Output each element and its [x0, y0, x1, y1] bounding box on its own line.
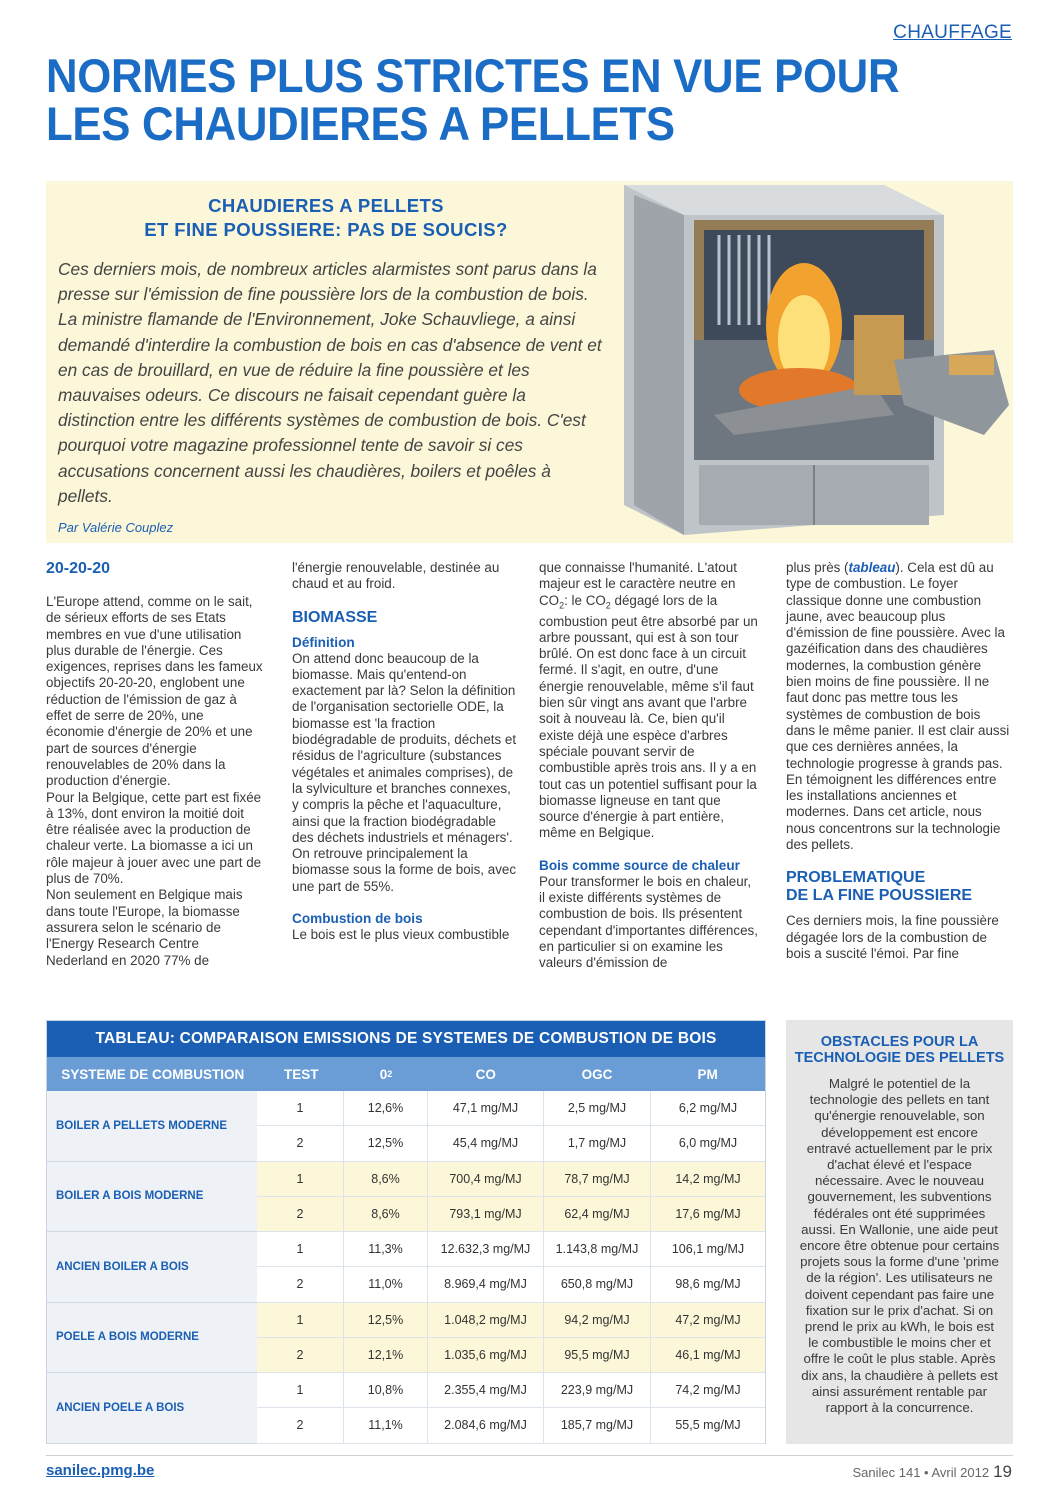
- header-test: TEST: [284, 1066, 319, 1082]
- subheading-combustion-de-bois: Combustion de bois: [292, 911, 423, 927]
- header-ogc: OGC: [581, 1066, 613, 1082]
- cell-o2: 12,5%: [343, 1126, 427, 1160]
- intro-heading-line-1: CHAUDIERES A PELLETS: [208, 195, 444, 216]
- footer-divider: [46, 1455, 1013, 1456]
- paragraph: Ces derniers mois, la fine poussière dégagée lors de la combustion de bois a suscité l'émoi. Par fine: [786, 913, 999, 961]
- system-name: BOILER A BOIS MODERNE: [47, 1162, 257, 1233]
- table-row: [257, 1303, 765, 1338]
- paragraph: plus près (tableau). Cela est dû au type de combustion. Le foyer classique donne une combustion jaune, avec beaucoup plus d'émission de fine poussière. Avec la gazéification dans des chaudières modernes, la combustion génère bien moins de fine poussière. Il ne faut donc pas mettre tous les systèmes de combustion de bois dans le même panier. Il est clair aussi que ces dernières années, la technologie progresse à grands pas. En témoignent les différences entre les installations anciennes et modernes. Dans cet article, nous nous concentrons sur la technologie des pellets.: [786, 560, 1010, 853]
- emissions-table: [46, 1020, 766, 1444]
- cell-pm: 47,2 mg/MJ: [650, 1303, 765, 1337]
- cell-co: 1.035,6 mg/MJ: [427, 1338, 543, 1372]
- paragraph: Pour transformer le bois en chaleur, il existe différents systèmes de combustion de bois. Ils présentent cependant d'importantes différences, en particulier si on examine les valeurs d'émission de: [539, 873, 758, 971]
- cell-co: 1.048,2 mg/MJ: [427, 1303, 543, 1337]
- sidebox-text: Malgré le potentiel de la technologie des pellets en tant qu'énergie renouvelable, son développement est encore entravé actuellement par le prix d'achat élevé et l'espace nécessaire. Avec le nouveau gouvernement, les subventions fédérales ont été supprimées aussi. En Wallonie, une aide peut encore être obtenue pour certains projets sous la forme d'une 'prime de la région'. Les utilisateurs ne doivent cependant pas faire une fixation sur le prix d'achat. Si on prend le prix au kWh, le bois est le combustible le moins cher et offre le coût le plus stable. Après dix ans, la chaudière à pellets est ainsi assurément rentable par rapport à la concurrence.: [799, 1076, 1000, 1416]
- cell-test: 1: [296, 1242, 304, 1257]
- table-group: [47, 1303, 765, 1374]
- table-group: [47, 1373, 765, 1444]
- cell-co: 700,4 mg/MJ: [427, 1162, 543, 1196]
- table-row: [257, 1267, 765, 1302]
- paragraph: Pour la Belgique, cette part est fixée à 13%, dont environ la moitié doit être réalisée avec la production de chaleur verte. La biomasse a ici un rôle majeur à jouer avec une part de plus de 70%.: [46, 789, 262, 887]
- pellet-boiler-illustration: [604, 175, 1013, 547]
- cell-test: 2: [296, 1418, 304, 1433]
- cell-o2: 8,6%: [343, 1197, 427, 1231]
- system-name: BOILER A PELLETS MODERNE: [47, 1091, 257, 1162]
- cell-test: 2: [296, 1206, 304, 1221]
- cell-o2: 11,1%: [343, 1408, 427, 1442]
- cell-test: 2: [296, 1277, 304, 1292]
- heading-biomasse: BIOMASSE: [292, 608, 378, 626]
- table-row: [257, 1197, 765, 1232]
- heading-problematique: PROBLEMATIQUE DE LA FINE POUSSIERE: [786, 869, 973, 905]
- cell-ogc: 95,5 mg/MJ: [543, 1338, 650, 1372]
- cell-o2: 8,6%: [343, 1162, 427, 1196]
- cell-co: 47,1 mg/MJ: [427, 1091, 543, 1125]
- cell-pm: 14,2 mg/MJ: [650, 1162, 765, 1196]
- header-co: CO: [475, 1066, 496, 1082]
- table-group: [47, 1162, 765, 1233]
- paragraph: On attend donc beaucoup de la biomasse. Mais qu'entend-on exactement par là? Selon la définition de l'organisation sectorielle ODE, la biomasse est 'la fraction biodégradable de produits, déchets et résidus de l'agriculture (substances végétales et animales comprises), de la sylviculture et branches connexes, y compris la pêche et l'aquaculture, ainsi que la fraction biodégradable des déchets industriels et ménagers'.: [292, 650, 517, 845]
- system-name: ANCIEN POELE A BOIS: [47, 1373, 257, 1444]
- table-row: [257, 1232, 765, 1267]
- column-1: [46, 560, 264, 969]
- paragraph: L'Europe attend, comme on le sait, de sérieux efforts de ses Etats membres en vue d'une utilisation plus durable de l'énergie. Ces exigences, reprises dans les fameux objectifs 20-20-20, englobent une réduction de l'émission de gaz à effet de serre de 20%, une économie d'énergie de 20% et une part de sources d'énergie renouvelables de 20% dans la production d'énergie.: [46, 594, 263, 789]
- cell-co: 12.632,3 mg/MJ: [427, 1232, 543, 1266]
- column-2: [292, 560, 518, 943]
- table-row: [257, 1162, 765, 1197]
- cell-o2: 12,6%: [343, 1091, 427, 1125]
- table-header-row: [47, 1057, 765, 1091]
- intro-heading-line-2: ET FINE POUSSIERE: PAS DE SOUCIS?: [144, 219, 508, 240]
- header-system: SYSTEME DE COMBUSTION: [61, 1066, 245, 1082]
- footer-site-link[interactable]: sanilec.pmg.be: [46, 1462, 155, 1479]
- cell-pm: 74,2 mg/MJ: [650, 1373, 765, 1407]
- cell-test: 1: [296, 1101, 304, 1116]
- cell-test: 2: [296, 1347, 304, 1362]
- system-name: POELE A BOIS MODERNE: [47, 1303, 257, 1374]
- table-body: [47, 1091, 765, 1444]
- table-row: [257, 1338, 765, 1373]
- cell-o2: 10,8%: [343, 1373, 427, 1407]
- sidebox-obstacles: [786, 1020, 1013, 1444]
- cell-test: 2: [296, 1136, 304, 1151]
- cell-pm: 98,6 mg/MJ: [650, 1267, 765, 1301]
- cell-ogc: 1.143,8 mg/MJ: [543, 1232, 650, 1266]
- cell-co: 2.084,6 mg/MJ: [427, 1408, 543, 1442]
- column-4: [786, 560, 1010, 962]
- cell-test: 1: [296, 1312, 304, 1327]
- tableau-reference-link[interactable]: tableau: [848, 560, 896, 575]
- intro-heading: [46, 194, 606, 242]
- intro-text: Ces derniers mois, de nombreux articles alarmistes sont parus dans la presse sur l'émission de fine poussière lors de la combustion de bois. La ministre flamande de l'Environnement, Joke Schauvliege, a ainsi demandé d'interdire la combustion de bois en cas d'absence de vent et en cas de brouillard, en vue de réduire la fine poussière et les mauvaises odeurs. Ce discours ne faisait cependant guère la distinction entre les différents systèmes de combustion de bois. C'est pourquoi votre magazine professionnel tente de savoir si ces accusations concernent aussi les chaudières, boilers et poêles à pellets.: [58, 259, 602, 506]
- subheading-definition: Définition: [292, 634, 355, 650]
- cell-ogc: 94,2 mg/MJ: [543, 1303, 650, 1337]
- cell-pm: 17,6 mg/MJ: [650, 1197, 765, 1231]
- cell-ogc: 2,5 mg/MJ: [543, 1091, 650, 1125]
- subheading-bois-source-chaleur: Bois comme source de chaleur: [539, 857, 740, 873]
- byline: Par Valérie Couplez: [58, 520, 174, 535]
- system-name: ANCIEN BOILER A BOIS: [47, 1232, 257, 1303]
- table-row: [257, 1408, 765, 1443]
- cell-o2: 11,0%: [343, 1267, 427, 1301]
- column-3: [539, 560, 760, 972]
- paragraph: que connaisse l'humanité. L'atout majeur est le caractère neutre en $CO_2$: le $CO_2$ dégagé lors de la combustion peut être absorbé par un arbre poussant, qui est à son tour brûlé. On est donc face à un circuit fermé. Il s'agit, en outre, d'une énergie renouvelable, même s'il faut bien sûr vingt ans avant que l'arbre soit à nouveau là. Ce, bien qu'il existe déjà une espèce d'arbres spéciale pouvant servir de combustible après trois ans. Il y a en tout cas un potentiel suffisant pour la biomasse ligneuse en tant que source d'énergie à part entière, même en Belgique.: [539, 560, 758, 841]
- header-pm: PM: [697, 1066, 718, 1082]
- cell-co: 45,4 mg/MJ: [427, 1126, 543, 1160]
- footer-issue: Sanilec 141 • Avril 2012 19: [852, 1462, 1012, 1481]
- cell-co: 793,1 mg/MJ: [427, 1197, 543, 1231]
- cell-co: 8.969,4 mg/MJ: [427, 1267, 543, 1301]
- cell-test: 1: [296, 1171, 304, 1186]
- cell-pm: 106,1 mg/MJ: [650, 1232, 765, 1266]
- header-o2: 0 2: [379, 1066, 393, 1082]
- headline: [46, 49, 939, 150]
- cell-ogc: 1,7 mg/MJ: [543, 1126, 650, 1160]
- section-tag: CHAUFFAGE: [893, 22, 1012, 43]
- paragraph: l'énergie renouvelable, destinée au chaud et au froid.: [292, 560, 500, 592]
- cell-pm: 6,2 mg/MJ: [650, 1091, 765, 1125]
- table-row: [257, 1373, 765, 1408]
- headline-line-1: NORMES PLUS STRICTES EN VUE POUR: [46, 49, 900, 102]
- sidebox-title: OBSTACLES POUR LA TECHNOLOGIE DES PELLETS: [794, 1034, 1005, 1066]
- paragraph: Le bois est le plus vieux combustible: [292, 927, 510, 943]
- table-row: [257, 1091, 765, 1126]
- table-title: TABLEAU: COMPARAISON EMISSIONS DE SYSTEMES DE COMBUSTION DE BOIS: [47, 1021, 765, 1057]
- cell-pm: 46,1 mg/MJ: [650, 1338, 765, 1372]
- cell-test: 1: [296, 1383, 304, 1398]
- cell-ogc: 650,8 mg/MJ: [543, 1267, 650, 1301]
- table-row: [257, 1126, 765, 1161]
- heading-20-20-20: 20-20-20: [46, 560, 111, 577]
- cell-o2: 11,3%: [343, 1232, 427, 1266]
- cell-ogc: 223,9 mg/MJ: [543, 1373, 650, 1407]
- cell-ogc: 185,7 mg/MJ: [543, 1408, 650, 1442]
- cell-ogc: 62,4 mg/MJ: [543, 1197, 650, 1231]
- page-number: 19: [993, 1462, 1012, 1481]
- table-group: [47, 1232, 765, 1303]
- paragraph: On retrouve principalement la biomasse sous la forme de bois, avec une part de 55%.: [292, 846, 517, 894]
- table-group: [47, 1091, 765, 1162]
- cell-ogc: 78,7 mg/MJ: [543, 1162, 650, 1196]
- cell-pm: 6,0 mg/MJ: [650, 1126, 765, 1160]
- cell-o2: 12,5%: [343, 1303, 427, 1337]
- cell-co: 2.355,4 mg/MJ: [427, 1373, 543, 1407]
- cell-o2: 12,1%: [343, 1338, 427, 1372]
- cell-pm: 55,5 mg/MJ: [650, 1408, 765, 1442]
- paragraph: Non seulement en Belgique mais dans toute l'Europe, la biomasse assurera selon le scénario de l'Energy Research Centre Nederland en 2020 77% de: [46, 887, 243, 968]
- headline-line-2: LES CHAUDIERES A PELLETS: [46, 97, 675, 150]
